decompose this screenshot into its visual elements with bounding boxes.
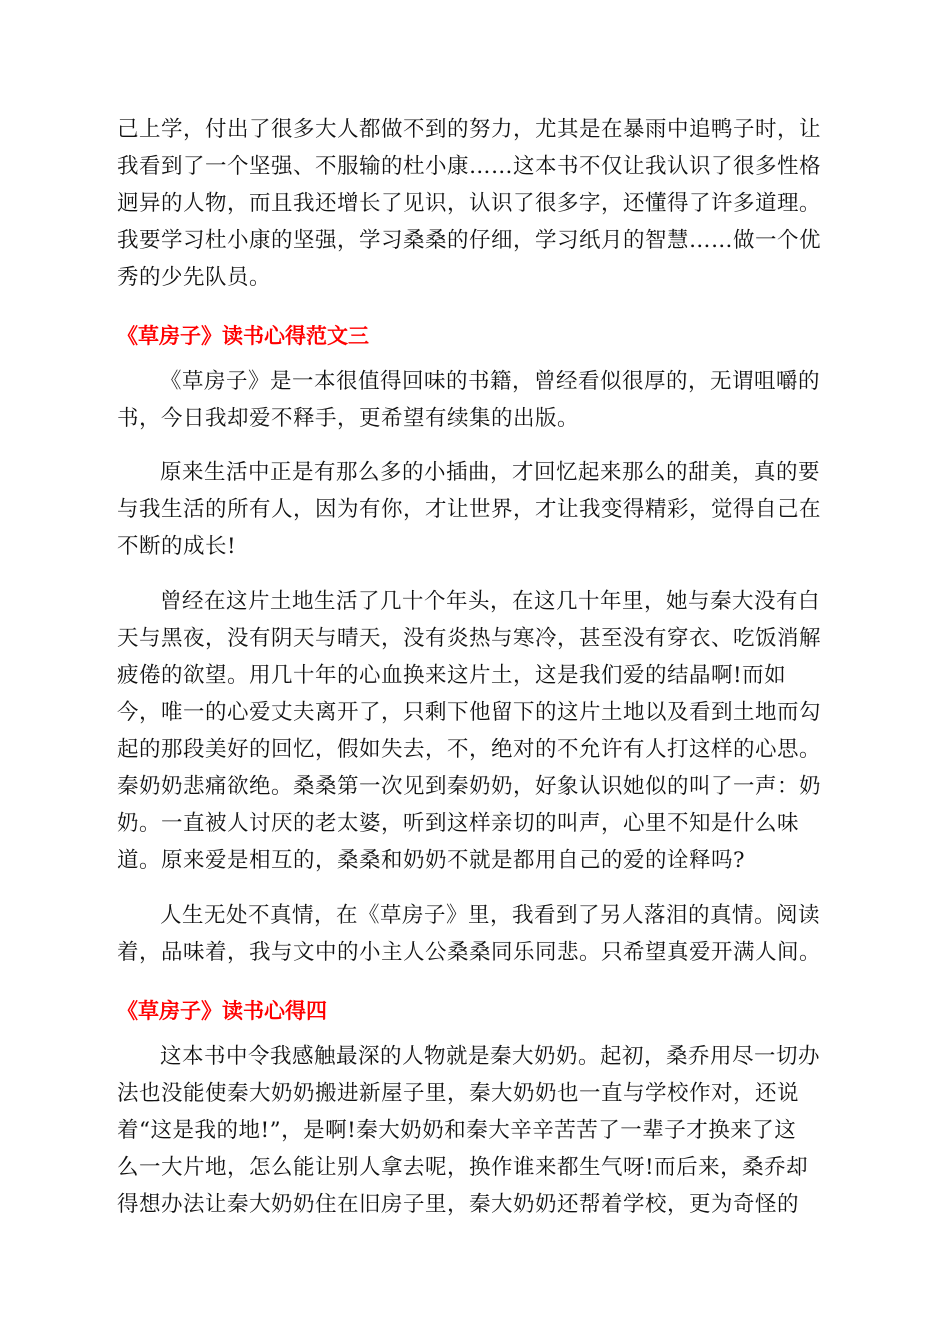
paragraph-line: 今，唯一的心爱丈夫离开了，只剩下他留下的这片土地以及看到土地而勾 xyxy=(117,700,822,725)
section-heading-3: 《草房子》读书心得范文三 xyxy=(117,324,369,348)
paragraph-line: 原来生活中正是有那么多的小插曲，才回忆起来那么的甜美，真的要 xyxy=(160,460,821,485)
paragraph-line: 么一大片地，怎么能让别人拿去呢，换作谁来都生气呀!而后来，桑乔却 xyxy=(117,1155,809,1180)
paragraph-line: 曾经在这片土地生活了几十个年头，在这几十年里，她与秦大没有白 xyxy=(160,589,821,614)
paragraph-line: 不断的成长! xyxy=(117,534,237,559)
paragraph-line: 我看到了一个坚强、不服输的杜小康……这本书不仅让我认识了很多性格 xyxy=(117,154,822,179)
paragraph-line: 着“这是我的地!”，是啊!秦大奶奶和秦大辛辛苦苦了一辈子才换来了这 xyxy=(117,1118,797,1143)
paragraph-line: 天与黑夜，没有阴天与晴天，没有炎热与寒冷，甚至没有穿衣、吃饭消解 xyxy=(117,626,822,651)
paragraph-line: 法也没能使秦大奶奶搬进新屋子里，秦大奶奶也一直与学校作对，还说 xyxy=(117,1081,800,1106)
paragraph-line: 着，品味着，我与文中的小主人公桑桑同乐同悲。只希望真爱开满人间。 xyxy=(117,940,822,965)
paragraph-line: 这本书中令我感触最深的人物就是秦大奶奶。起初，桑乔用尽一切办 xyxy=(160,1044,821,1069)
paragraph-line: 得想办法让秦大奶奶住在旧房子里，秦大奶奶还帮着学校，更为奇怪的 xyxy=(117,1192,800,1217)
paragraph-line: 我要学习杜小康的坚强，学习桑桑的仔细，学习纸月的智慧……做一个优 xyxy=(117,228,822,253)
paragraph-line: 己上学，付出了很多大人都做不到的努力，尤其是在暴雨中追鸭子时，让 xyxy=(117,117,822,142)
paragraph-line: 《草房子》是一本很值得回味的书籍，曾经看似很厚的，无谓咀嚼的 xyxy=(160,369,821,394)
paragraph-line: 奶。一直被人讨厌的老太婆，听到这样亲切的叫声，心里不知是什么味 xyxy=(117,811,800,836)
paragraph-line: 与我生活的所有人，因为有你，才让世界，才让我变得精彩，觉得自己在 xyxy=(117,497,822,522)
paragraph-line: 秦奶奶悲痛欲绝。桑桑第一次见到秦奶奶，好象认识她似的叫了一声：奶 xyxy=(117,774,822,799)
section-heading-4: 《草房子》读书心得四 xyxy=(117,999,327,1023)
paragraph-line: 起的那段美好的回忆，假如失去，不，绝对的不允许有人打这样的心思。 xyxy=(117,737,822,762)
paragraph-line: 人生无处不真情，在《草房子》里，我看到了另人落泪的真情。阅读 xyxy=(160,903,821,928)
paragraph-line: 疲倦的欲望。用几十年的心血换来这片土，这是我们爱的结晶啊!而如 xyxy=(117,663,787,688)
paragraph-line: 书，今日我却爱不释手，更希望有续集的出版。 xyxy=(117,406,580,431)
paragraph-line: 秀的少先队员。 xyxy=(117,265,272,290)
paragraph-line: 迥异的人物，而且我还增长了见识，认识了很多字，还懂得了许多道理。 xyxy=(117,191,822,216)
paragraph-line: 道。原来爱是相互的，桑桑和奶奶不就是都用自己的爱的诠释吗? xyxy=(117,848,746,873)
